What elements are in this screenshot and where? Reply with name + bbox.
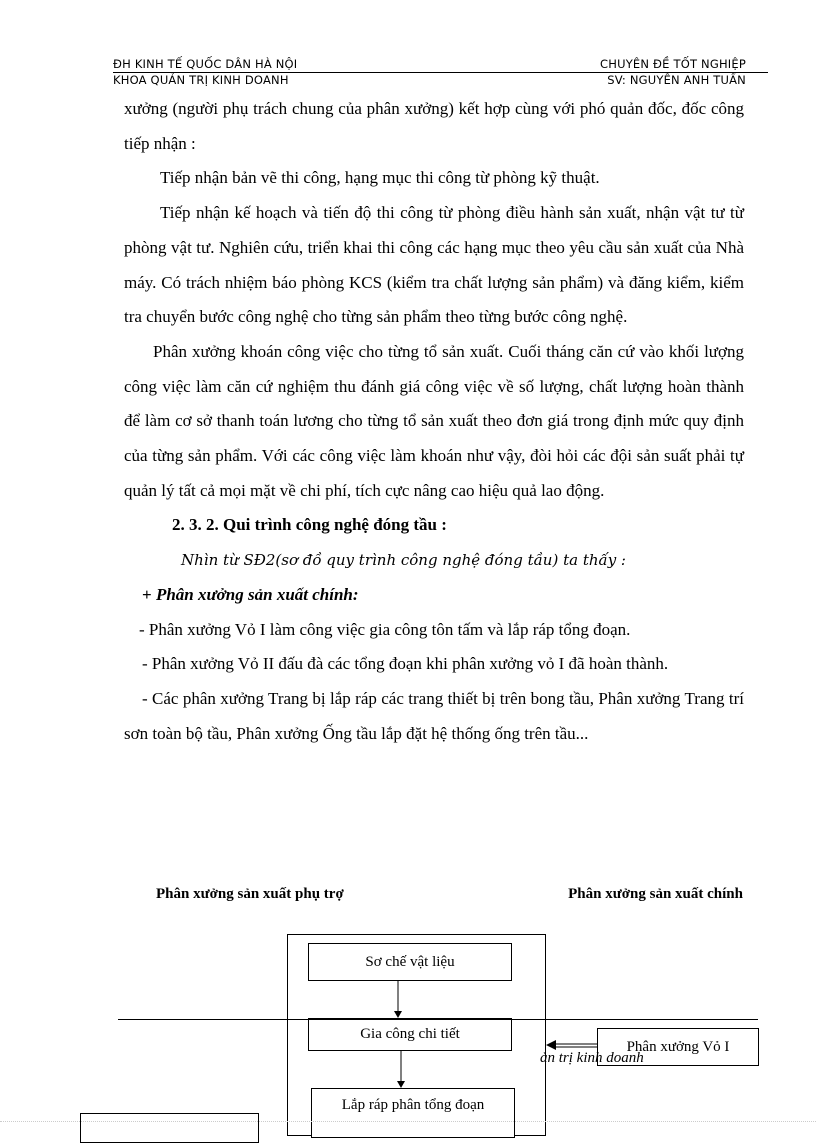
page-edge <box>0 1121 816 1122</box>
footer-text: ản trị kinh doanh <box>540 1050 644 1066</box>
arrowhead-hull <box>546 1040 556 1050</box>
header-row-top <box>113 58 768 71</box>
box-support-workshop <box>80 1113 259 1143</box>
subheading-text: Phân xưởng sản xuất chính: <box>155 584 359 604</box>
plus-marker: + <box>142 584 152 604</box>
student-name: SV: NGUYỄN ANH TUẤN <box>607 73 746 87</box>
label-main-workshops: Phân xưởng sản xuất chính <box>568 886 743 902</box>
arrowhead-step2 <box>394 1011 402 1018</box>
bullet-3: - Các phân xưởng Trang bị lắp ráp các trang thiết bị trên bong tầu, Phân xưởng Trang trí sơn toàn bộ tầu, Phân xưởng Ống tầu lắp đặt hệ thống ống trên tầu... <box>124 688 744 743</box>
faculty-name: KHOA QUẢN TRỊ KINH DOANH <box>113 73 289 87</box>
paragraph-1: xưởng (người phụ trách chung của phân xưởng) kết hợp cùng với phó quản đốc, đốc công tiếp nhận : <box>124 99 744 153</box>
subheading <box>124 578 744 613</box>
paragraph-2: Tiếp nhận bản vẽ thi công, hạng mục thi công từ phòng kỹ thuật. <box>160 168 600 188</box>
section-heading: 2. 3. 2. Qui trình công nghệ đóng tầu : <box>172 515 447 535</box>
header-row-bottom <box>113 72 768 87</box>
step-part-machining: Gia công chi tiết <box>308 1018 512 1051</box>
document-type: CHUYÊN ĐỀ TỐT NGHIỆP <box>600 57 746 71</box>
university-name: ĐH KINH TẾ QUỐC DÂN HÀ NỘI <box>113 57 298 71</box>
diagram-column-labels <box>156 886 743 903</box>
step-material-preparation: Sơ chế vật liệu <box>308 943 512 981</box>
paragraph-4: Phân xưởng khoán công việc cho từng tổ sản xuất. Cuối tháng căn cứ vào khối lượng công việc làm căn cứ nghiệm thu đánh giá công việc về số lượng, chất lượng hoàn thành để làm cơ sở thanh toán lương cho từng tổ sản xuất theo đơn giá trong định mức quy định của từng sản phẩm. Với các công việc làm khoán như vậy, đòi hỏi các đội sản suất phải tự quản lý tất cả mọi mặt về chi phí, tích cực nâng cao hiệu quả lao động. <box>124 341 744 500</box>
document-body <box>124 92 744 751</box>
paragraph-3: Tiếp nhận kế hoạch và tiến độ thi công từ phòng điều hành sản xuất, nhận vật tư từ phòng vật tư. Nghiên cứu, triển khai thi công các hạng mục theo yêu cầu sản xuất của Nhà máy. Có trách nhiệm báo phòng KCS (kiểm tra chất lượng sản phẩm) và đăng kiểm, kiểm tra chuyển bước công nghệ cho từng sản phẩm theo từng bước công nghệ. <box>124 203 744 327</box>
step-block-assembly: Lắp ráp phân tổng đoạn <box>311 1088 515 1138</box>
arrowhead-step3 <box>397 1081 405 1088</box>
diagram-caption: Nhìn từ SĐ2(sơ đồ quy trình công nghệ đóng tầu) ta thấy : <box>181 551 626 570</box>
box-hull-workshop-1: Phân xưởng Vỏ I <box>597 1028 759 1066</box>
label-support-workshops: Phân xưởng sản xuất phụ trợ <box>156 886 344 902</box>
bullet-2: - Phân xưởng Vỏ II đấu đà các tổng đoạn khi phân xưởng vỏ I đã hoàn thành. <box>142 654 669 674</box>
bullet-1: - Phân xưởng Vỏ I làm công việc gia công tôn tấm và lắp ráp tổng đoạn. <box>139 619 631 639</box>
